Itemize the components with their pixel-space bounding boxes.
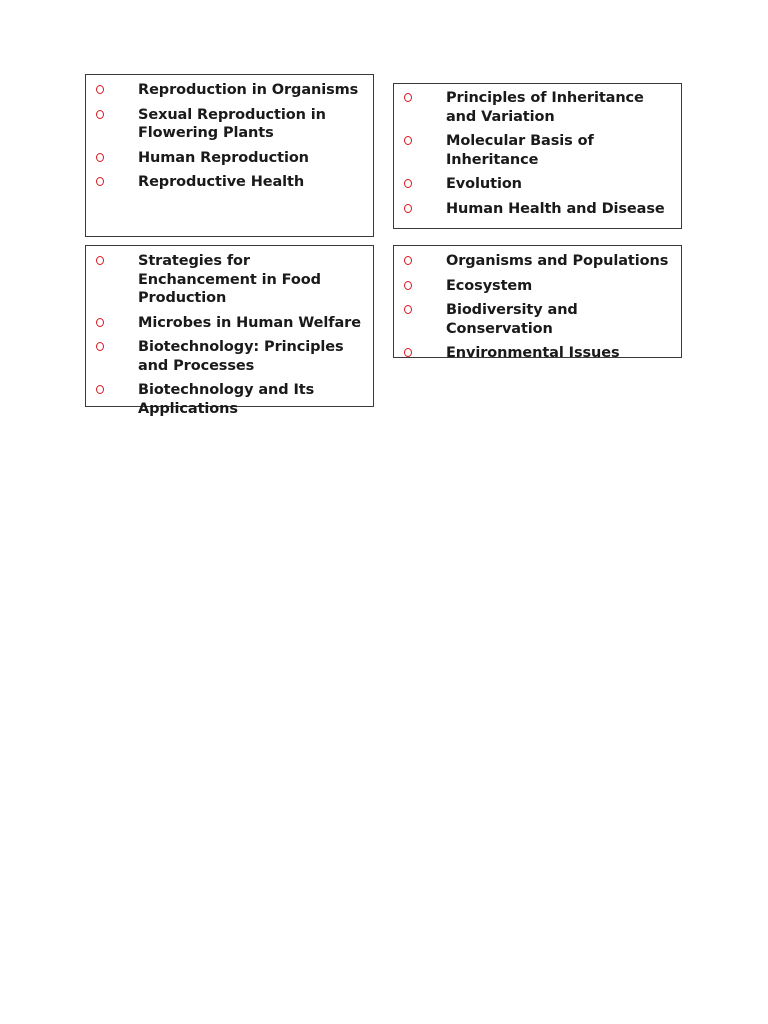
circle-bullet-icon: [96, 256, 104, 265]
topic-box-ecology: [393, 245, 682, 361]
list-item: [86, 338, 373, 375]
list-item: [394, 200, 681, 219]
topic-label: Molecular Basis of Inheritance: [446, 133, 594, 168]
list-item: [86, 314, 373, 333]
list-item: [394, 89, 681, 126]
topic-box-genetics: [393, 83, 682, 229]
topic-label: Reproductive Health: [138, 174, 305, 190]
circle-bullet-icon: [96, 85, 104, 94]
topic-list: [86, 75, 373, 192]
circle-bullet-icon: [404, 179, 412, 188]
circle-bullet-icon: [404, 348, 412, 357]
topic-label: Organisms and Populations: [446, 253, 669, 269]
topic-label: Biotechnology: Principles and Processes: [138, 339, 344, 374]
list-item: [394, 175, 681, 194]
list-item: [394, 132, 681, 169]
circle-bullet-icon: [96, 177, 104, 186]
circle-bullet-icon: [96, 110, 104, 119]
list-item: [394, 277, 681, 296]
circle-bullet-icon: [96, 318, 104, 327]
list-item: [394, 344, 681, 363]
circle-bullet-icon: [96, 153, 104, 162]
circle-bullet-icon: [404, 204, 412, 213]
topic-label: Sexual Reproduction in Flowering Plants: [138, 106, 326, 141]
topic-label: Ecosystem: [446, 277, 533, 294]
circle-bullet-icon: [404, 93, 412, 102]
topic-label: Reproduction in Organisms: [138, 82, 359, 98]
topic-label: Microbes in Human Welfare: [138, 314, 361, 331]
list-item: [86, 149, 373, 168]
circle-bullet-icon: [404, 305, 412, 314]
topic-label: Biotechnology and Its Applications: [138, 382, 315, 417]
circle-bullet-icon: [404, 256, 412, 265]
list-item: [86, 381, 373, 418]
list-item: [86, 81, 373, 100]
list-item: [86, 173, 373, 192]
topic-label: Biodiversity and Conservation: [446, 302, 578, 337]
topic-list: [394, 84, 681, 218]
topic-list: [394, 246, 681, 363]
list-item: [86, 106, 373, 143]
topic-label: Strategies for Enchancement in Food Production: [138, 253, 321, 306]
topic-box-biotechnology: [85, 245, 374, 417]
list-item: [394, 301, 681, 338]
topic-label: Environmental Issues: [446, 345, 620, 361]
topic-label: Human Reproduction: [138, 149, 309, 166]
list-item: [86, 252, 373, 308]
list-item: [394, 252, 681, 271]
circle-bullet-icon: [404, 136, 412, 145]
circle-bullet-icon: [96, 385, 104, 394]
topic-label: Principles of Inheritance and Variation: [446, 90, 644, 125]
topic-list: [86, 246, 373, 418]
circle-bullet-icon: [96, 342, 104, 351]
circle-bullet-icon: [404, 281, 412, 290]
topic-label: Evolution: [446, 176, 522, 192]
topic-box-reproduction: [85, 74, 374, 237]
topic-label: Human Health and Disease: [446, 200, 665, 217]
